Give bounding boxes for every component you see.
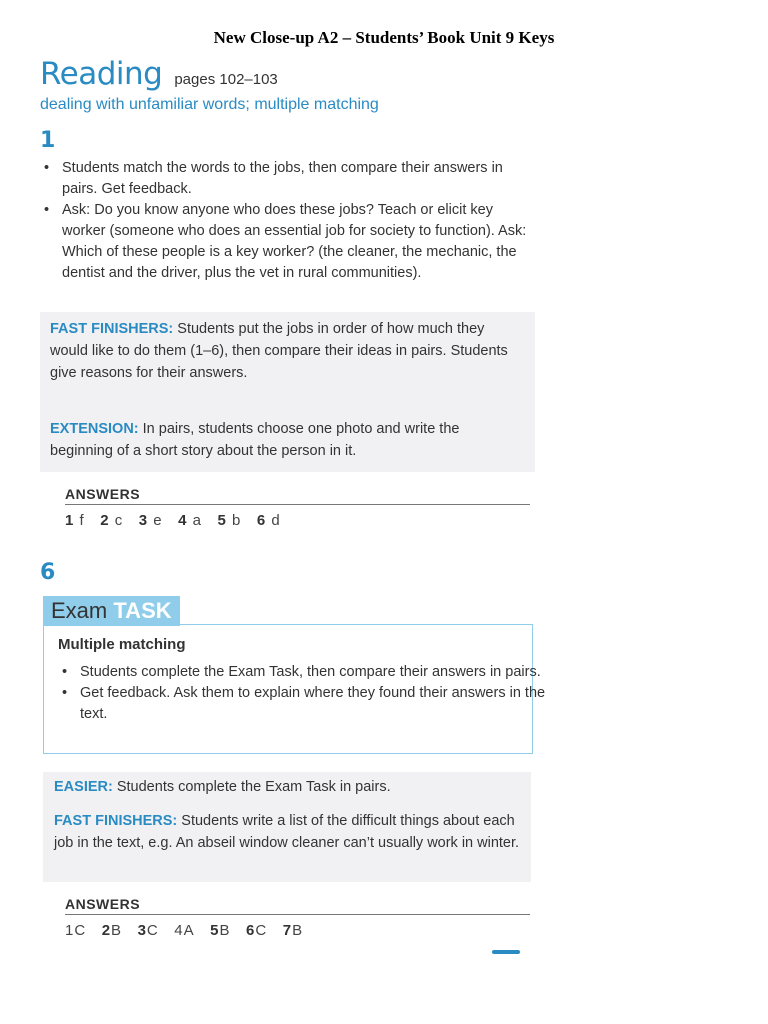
answer-number: 2 <box>100 512 110 529</box>
exam-box-title: Multiple matching <box>58 636 186 653</box>
section6-answers-row <box>65 922 303 939</box>
answer-letter: B <box>292 922 304 939</box>
section6-easier <box>54 776 524 798</box>
section-number-1: 1 <box>40 128 56 153</box>
section1-answers-heading: ANSWERS <box>65 486 141 502</box>
section1-bullet-2: • Ask: Do you know anyone who does these jobs? Teach or elicit key worker (someone who does an essential job for society to function). Ask: Which of these people is a key worker? (the cleaner, the mechanic, the dentist and the driver, plus the vet in rural communities). <box>62 200 532 284</box>
section1-bullets <box>40 158 532 284</box>
section6-bullets <box>58 662 550 725</box>
answer-number: 1 <box>65 922 75 939</box>
section1-fast-finishers <box>50 318 525 384</box>
answer-letter: c <box>114 512 124 529</box>
answer-number: 5 <box>217 512 227 529</box>
fast-finishers-label: FAST FINISHERS: <box>54 813 178 829</box>
reading-pages: pages 102–103 <box>174 71 278 88</box>
section1-extension <box>50 418 525 462</box>
reading-subtitle: dealing with unfamiliar words; multiple matching <box>40 96 379 113</box>
answer-number: 3 <box>138 512 149 529</box>
answer-number: 1 <box>65 512 75 529</box>
answer-letter: e <box>153 512 163 529</box>
answer-letter: B <box>219 922 231 939</box>
answer-letter: d <box>271 512 281 529</box>
answer-letter: B <box>111 922 123 939</box>
answers-divider <box>65 914 530 915</box>
reading-title: Reading <box>40 56 163 92</box>
section6-bullet-2: • Get feedback. Ask them to explain where they found their answers in the text. <box>80 683 550 725</box>
answers-divider <box>65 504 530 505</box>
document-title: New Close-up A2 – Students’ Book Unit 9 Keys <box>213 28 555 47</box>
section-number-6: 6 <box>40 560 56 585</box>
exam-task-tag <box>43 596 180 626</box>
section1-answers-row <box>65 512 281 529</box>
section6-fast-finishers <box>54 810 524 854</box>
answer-number: 7 <box>282 922 293 939</box>
extension-label: EXTENSION: <box>50 421 139 437</box>
answer-number: 4 <box>178 512 188 529</box>
answer-letter: a <box>192 512 202 529</box>
easier-text: Students complete the Exam Task in pairs. <box>112 779 391 795</box>
fast-finishers-text: Students write a list of the difficult things about each job in the text, e.g. An abseil window cleaner can’t usually work in winter. <box>54 813 520 851</box>
section6-bullet-1: • Students complete the Exam Task, then compare their answers in pairs. <box>80 662 550 683</box>
fast-finishers-text: Students put the jobs in order of how much they would like to do them (1–6), then compare their ideas in pairs. Students give reasons for their answers. <box>50 321 508 381</box>
answer-number: 6 <box>246 922 256 939</box>
answer-letter: b <box>232 512 242 529</box>
answer-letter: C <box>146 922 159 939</box>
page-edge-mark <box>492 950 520 954</box>
answer-number: 2 <box>101 922 112 939</box>
answer-letter: C <box>74 922 87 939</box>
task-word: TASK <box>113 598 172 623</box>
reading-heading <box>40 56 278 92</box>
answer-number: 5 <box>210 922 220 939</box>
answer-letter: f <box>79 512 85 529</box>
extension-text: In pairs, students choose one photo and write the beginning of a short story about the person in it. <box>50 421 460 459</box>
section6-answers-heading: ANSWERS <box>65 896 141 912</box>
section1-bullet-1: • Students match the words to the jobs, then compare their answers in pairs. Get feedback. <box>62 158 532 200</box>
exam-word: Exam <box>51 598 108 623</box>
answer-number: 4 <box>174 922 184 939</box>
answer-number: 3 <box>137 922 147 939</box>
easier-label: EASIER: <box>54 779 113 795</box>
answer-letter: A <box>183 922 195 939</box>
answer-number: 6 <box>256 512 267 529</box>
fast-finishers-label: FAST FINISHERS: <box>50 321 174 337</box>
answer-letter: C <box>255 922 268 939</box>
